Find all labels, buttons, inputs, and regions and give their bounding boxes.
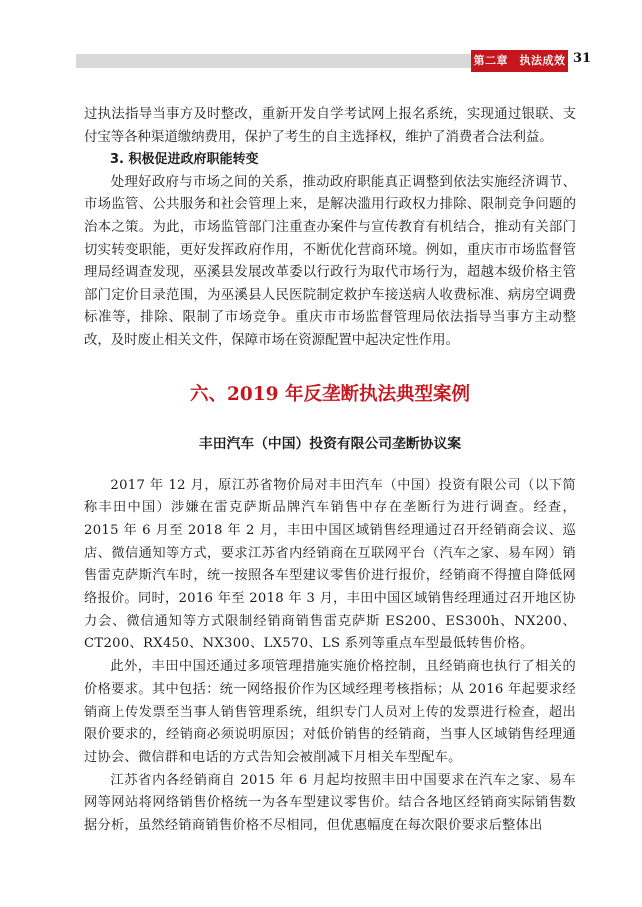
subheading-3: 3. 积极促进政府职能转变	[110, 152, 259, 168]
case-paragraph-2: 此外，丰田中国还通过多项管理措施实施价格控制，且经销商也执行了相关的价格要求。其中包括：统一网络报价作为区域经理考核指标；从 2016 年起要求经销商上传发票至当事人销售管理系统，组织专门人员对上传的发票进行检查，超出限价要求的，经销商必须说明原因；对低价销售的经销商，当事人区域销售经理通过协会、微信群和电话的方式告知会被削减下月相关车型配车。	[84, 659, 576, 765]
page-header	[76, 50, 592, 72]
case-title: 丰田汽车（中国）投资有限公司垄断协议案	[198, 435, 462, 452]
chapter-label: 第二章 执法成效	[471, 50, 568, 72]
page-content	[84, 104, 576, 838]
paragraph-3: 处理好政府与市场之间的关系，推动政府职能真正调整到依法实施经济调节、市场监管、公共服务和社会管理上来，是解决滥用行政权力排除、限制竞争问题的治本之策。为此，市场监管部门注重查办案件与宣传教育有机结合，推动有关部门切实转变职能，更好发挥政府作用，不断优化营商环境。例如，重庆市市场监督管理局经调查发现，巫溪县发展改革委以行政行为取代市场行为，超越本级价格主管部门定价目录范围，为巫溪县人民医院制定救护车接送病人收费标准、病房空调费标准等，排除、限制了市场竞争。重庆市市场监督管理局依法指导当事方主动整改，及时废止相关文件，保障市场在资源配置中起决定性作用。	[84, 174, 576, 348]
page-number: 31	[573, 51, 592, 66]
case-body	[84, 475, 576, 838]
case-paragraph-1: 2017 年 12 月，原江苏省物价局对丰田汽车（中国）投资有限公司（以下简称丰田中国）涉嫌在雷克萨斯品牌汽车销售中存在垄断行为进行调查。经查，2015 年 6 月至 2018 年 2 月，丰田中国区域销售经理通过召开经销商会议、巡店、微信通知等方式，要求江苏省内经销商在互联网平台（汽车之家、易车网）销售雷克萨斯汽车时，统一按照各车型建议零售价进行报价，经销商不得擅自降低网络报价。同时，2016 年至 2018 年 3 月，丰田中国区域销售经理通过召开地区协力会、微信通知等方式限制经销商销售雷克萨斯 ES200、ES300h、NX200、CT200、RX450、NX300、LX570、LS 系列等重点车型最低转售价格。	[84, 477, 576, 652]
header-bar	[76, 54, 471, 68]
paragraph-continued: 过执法指导当事方及时整改，重新开发自学考试网上报名系统，实现通过银联、支付宝等各种渠道缴纳费用，保护了考生的自主选择权，维护了消费者合法利益。	[84, 107, 576, 145]
section-title: 六、2019 年反垄断执法典型案例	[190, 383, 470, 405]
case-paragraph-3: 江苏省内各经销商自 2015 年 6 月起均按照丰田中国要求在汽车之家、易车网等网站将网络销售价格统一为各车型建议零售价。结合各地区经销商实际销售数据分析，虽然经销商销售价格不尽相同，但优惠幅度在每次限价要求后整体出	[84, 772, 576, 834]
